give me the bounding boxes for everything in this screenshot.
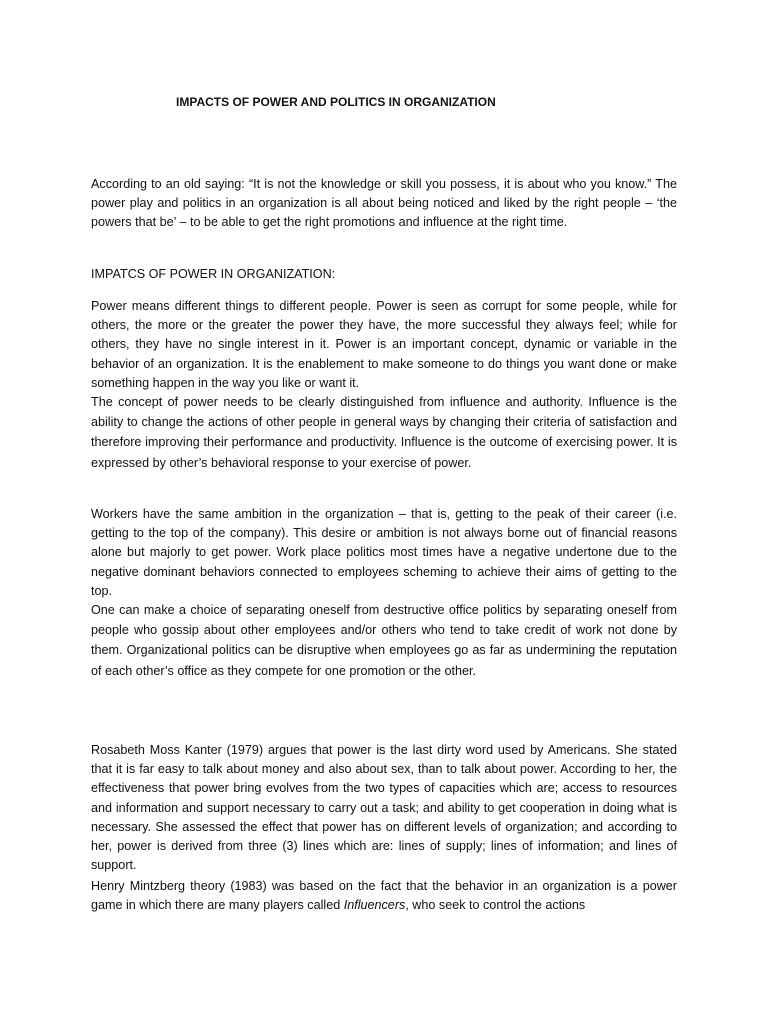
paragraph-mintzberg (91, 877, 677, 915)
mintzberg-text-after: , who seek to control the actions (405, 898, 586, 913)
influencers-term: Influencers (343, 898, 406, 913)
intro-paragraph: According to an old saying: “It is not the knowledge or skill you possess, it is about who you know.” The power play and politics in an organization is all about being noticed and liked by the right people – ‘the powers that be’ – to be able to get the right promotions and influence at the right time. (91, 177, 677, 230)
document-title: IMPACTS OF POWER AND POLITICS IN ORGANIZATION (176, 95, 496, 109)
section-heading: IMPATCS OF POWER IN ORGANIZATION: (91, 267, 336, 281)
paragraph-power-vs-influence: The concept of power needs to be clearly distinguished from influence and authority. Influence is the ability to change the actions of other people in general ways by changing their criteria of satisfaction and therefore improving their performance and productivity. Influence is the outcome of exercising power. It is expressed by other’s behavioral response to your exercise of power. (91, 395, 677, 470)
paragraph-workers-ambition: Workers have the same ambition in the organization – that is, getting to the peak of their career (i.e. getting to the top of the company). This desire or ambition is not always borne out of financial reasons alone but majorly to get power. Work place politics most times have a negative undertone due to the negative dominant behaviors connected to employees scheming to achieve their aims of getting to the top. (91, 507, 677, 598)
paragraph-power-meaning: Power means different things to different people. Power is seen as corrupt for some people, while for others, the more or the greater the power they have, the more successful they always feel; while for others, they have no single interest in it. Power is an important concept, dynamic or variable in the behavior of an organization. It is the enablement to make someone to do things you want done or make something happen in the way you like or want it. (91, 299, 677, 390)
paragraph-kanter: Rosabeth Moss Kanter (1979) argues that power is the last dirty word used by Americans. She stated that it is far easy to talk about money and also about sex, than to talk about power. According to her, the effectiveness that power bring evolves from the two types of capacities which are; access to resources and information and support necessary to carry out a task; and ability to get cooperation in doing what is necessary. She assessed the effect that power has on different levels of organization; and according to her, power is derived from three (3) lines which are: lines of supply; lines of information; and lines of support. (91, 743, 677, 873)
mintzberg-text-before: Henry Mintzberg theory (1983) was based on the fact that the behavior in an organization is a power game in which there are many players called (91, 879, 677, 913)
paragraph-office-politics: One can make a choice of separating oneself from destructive office politics by separating oneself from people who gossip about other employees and/or others who tend to take credit of work not done by them. Organizational politics can be disruptive when employees go as far as undermining the reputation of each other’s office as they compete for one promotion or the other. (91, 603, 677, 678)
